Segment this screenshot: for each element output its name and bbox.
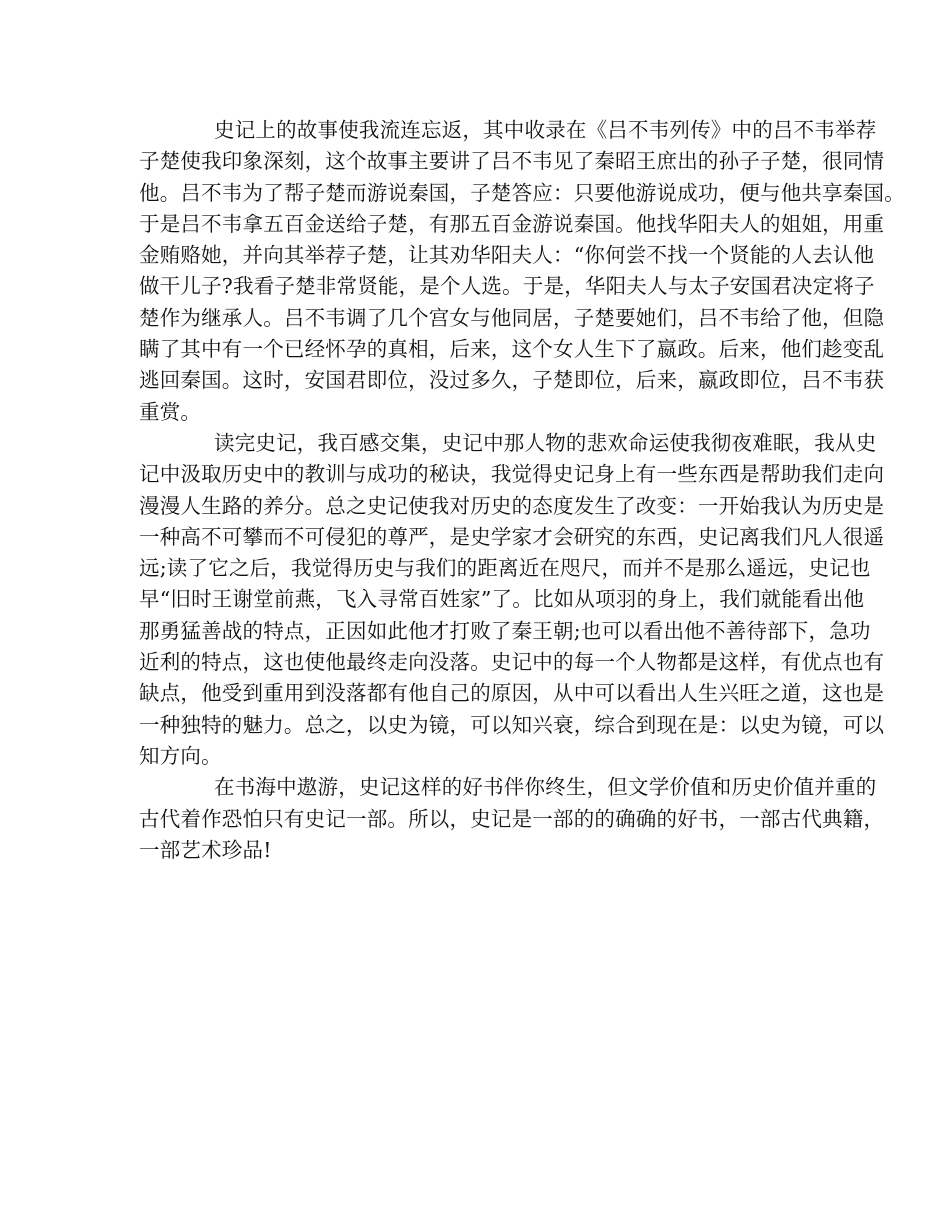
text-line: 一种独特的魅力。总之，以史为镜，可以知兴衰，综合到现在是：以史为镜，可以 (139, 712, 885, 737)
text-line: 早“旧时王谢堂前燕，飞入寻常百姓家”了。比如从项羽的身上，我们就能看出他 (139, 587, 865, 612)
text-line: 记中汲取历史中的教训与成功的秘诀，我觉得史记身上有一些东西是帮助我们走向 (139, 462, 885, 487)
text-line: 近利的特点，这也使他最终走向没落。史记中的每一个人物都是这样，有优点也有 (139, 650, 885, 675)
text-line: 在书海中遨游，史记这样的好书伴你终生，但文学价值和历史价值并重的 (214, 775, 877, 800)
text-line: 逃回秦国。这时，安国君即位，没过多久，子楚即位，后来，嬴政即位，吕不韦获 (139, 368, 885, 393)
text-line: 一部艺术珍品! (139, 837, 272, 862)
paragraph-2 (139, 428, 885, 772)
text-line: 一种高不可攀而不可侵犯的尊严，是史学家才会研究的东西，史记离我们凡人很遥 (139, 524, 885, 549)
text-line: 瞒了其中有一个已经怀孕的真相，后来，这个女人生下了嬴政。后来，他们趁变乱 (139, 337, 885, 362)
text-line: 楚作为继承人。吕不韦调了几个宫女与他同居，子楚要她们，吕不韦给了他，但隐 (139, 305, 885, 330)
paragraph-3 (139, 772, 885, 866)
text-line: 子楚使我印象深刻，这个故事主要讲了吕不韦见了秦昭王庶出的孙子子楚，很同情 (139, 149, 885, 174)
text-line: 史记上的故事使我流连忘返，其中收录在《吕不韦列传》中的吕不韦举荐 (214, 118, 877, 142)
text-line: 他。吕不韦为了帮子楚而游说秦国，子楚答应：只要他游说成功，便与他共享秦国。 (139, 180, 905, 205)
text-line: 知方向。 (139, 743, 222, 768)
document-body (139, 115, 905, 866)
text-line: 读完史记，我百感交集，史记中那人物的悲欢命运使我彻夜难眠，我从史 (214, 430, 877, 455)
text-line: 做干儿子?我看子楚非常贤能，是个人选。于是，华阳夫人与太子安国君决定将子 (139, 274, 875, 299)
text-line: 金贿赂她，并向其举荐子楚，让其劝华阳夫人：“你何尝不找一个贤能的人去认他 (139, 243, 875, 268)
text-line: 重赏。 (139, 399, 202, 424)
text-line: 缺点，他受到重用到没落都有他自己的原因，从中可以看出人生兴旺之道，这也是 (139, 681, 885, 706)
text-line: 那勇猛善战的特点，正因如此他才打败了秦王朝;也可以看出他不善待部下，急功 (139, 618, 871, 643)
text-line: 漫漫人生路的养分。总之史记使我对历史的态度发生了改变：一开始我认为历史是 (139, 493, 885, 518)
paragraph-1 (139, 115, 905, 428)
text-line: 远;读了它之后，我觉得历史与我们的距离近在咫尺，而并不是那么遥远，史记也 (139, 556, 871, 581)
text-line: 于是吕不韦拿五百金送给子楚，有那五百金游说秦国。他找华阳夫人的姐姐，用重 (139, 211, 885, 236)
text-line: 古代着作恐怕只有史记一部。所以，史记是一部的的确确的好书，一部古代典籍， (139, 806, 885, 831)
